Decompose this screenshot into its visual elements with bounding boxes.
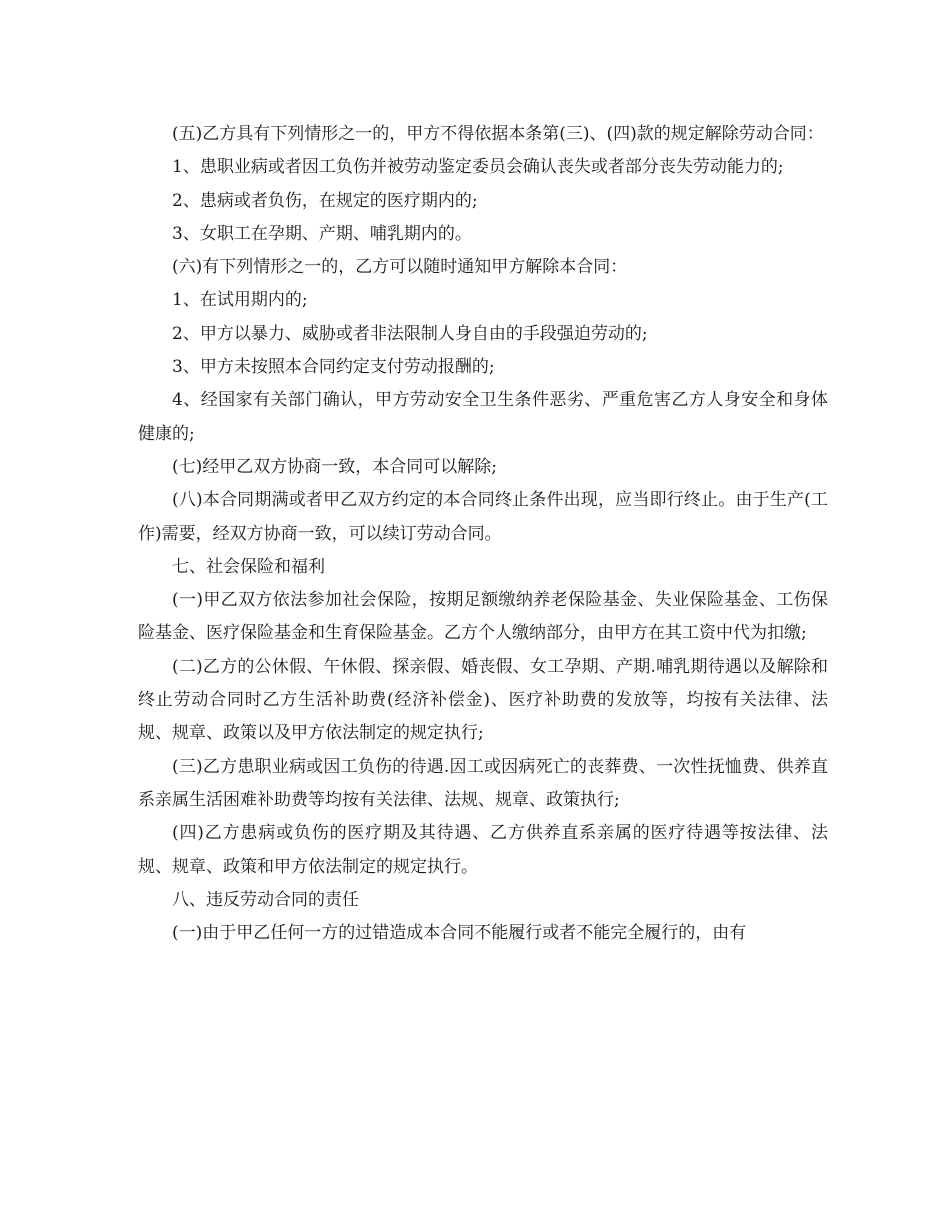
section-heading-social-insurance: 七、社会保险和福利 <box>172 556 325 577</box>
paragraph-insurance-2: (二)乙方的公休假、午休假、探亲假、婚丧假、女工孕期、产期.哺乳期待遇以及解除和终止劳动合同时乙方生活补助费(经济补偿金)、医疗补助费的发放等，均按有关法律、法规、规章、政策以及甲方依法制定的规定执行; <box>138 656 828 744</box>
paragraph-liability-1: (一)由于甲乙任何一方的过错造成本合同不能履行或者不能完全履行的，由有 <box>172 923 747 944</box>
list-item: 2、患病或者负伤，在规定的医疗期内的; <box>172 190 478 211</box>
list-item: 3、甲方未按照本合同约定支付劳动报酬的; <box>172 357 495 378</box>
document-page <box>138 118 828 950</box>
list-item: 4、经国家有关部门确认，甲方劳动安全卫生条件恶劣、严重危害乙方人身安全和身体健康的; <box>138 390 828 444</box>
section-heading-liability: 八、违反劳动合同的责任 <box>172 889 359 910</box>
paragraph-insurance-4: (四)乙方患病或负伤的医疗期及其待遇、乙方供养直系亲属的医疗待遇等按法律、法规、规章、政策和甲方依法制定的规定执行。 <box>138 823 828 877</box>
paragraph-clause-7: (七)经甲乙双方协商一致，本合同可以解除; <box>172 456 497 477</box>
list-item: 1、患职业病或者因工负伤并被劳动鉴定委员会确认丧失或者部分丧失劳动能力的; <box>172 157 784 178</box>
list-item: 1、在试用期内的; <box>172 290 308 311</box>
paragraph-clause-6: (六)有下列情形之一的，乙方可以随时通知甲方解除本合同： <box>172 257 628 278</box>
paragraph-insurance-3: (三)乙方患职业病或因工负伤的待遇.因工或因病死亡的丧葬费、一次性抚恤费、供养直系亲属生活困难补助费等均按有关法律、法规、规章、政策执行; <box>138 756 828 810</box>
paragraph-clause-8: (八)本合同期满或者甲乙双方约定的本合同终止条件出现，应当即行终止。由于生产(工作)需要，经双方协商一致，可以续订劳动合同。 <box>138 490 828 544</box>
list-item: 2、甲方以暴力、威胁或者非法限制人身自由的手段强迫劳动的; <box>172 323 648 344</box>
list-item: 3、女职工在孕期、产期、哺乳期内的。 <box>172 223 472 244</box>
paragraph-insurance-1: (一)甲乙双方依法参加社会保险，按期足额缴纳养老保险基金、失业保险基金、工伤保险基金、医疗保险基金和生育保险基金。乙方个人缴纳部分，由甲方在其工资中代为扣缴; <box>138 590 828 644</box>
paragraph-clause-5: (五)乙方具有下列情形之一的，甲方不得依据本条第(三)、(四)款的规定解除劳动合同： <box>172 124 824 144</box>
